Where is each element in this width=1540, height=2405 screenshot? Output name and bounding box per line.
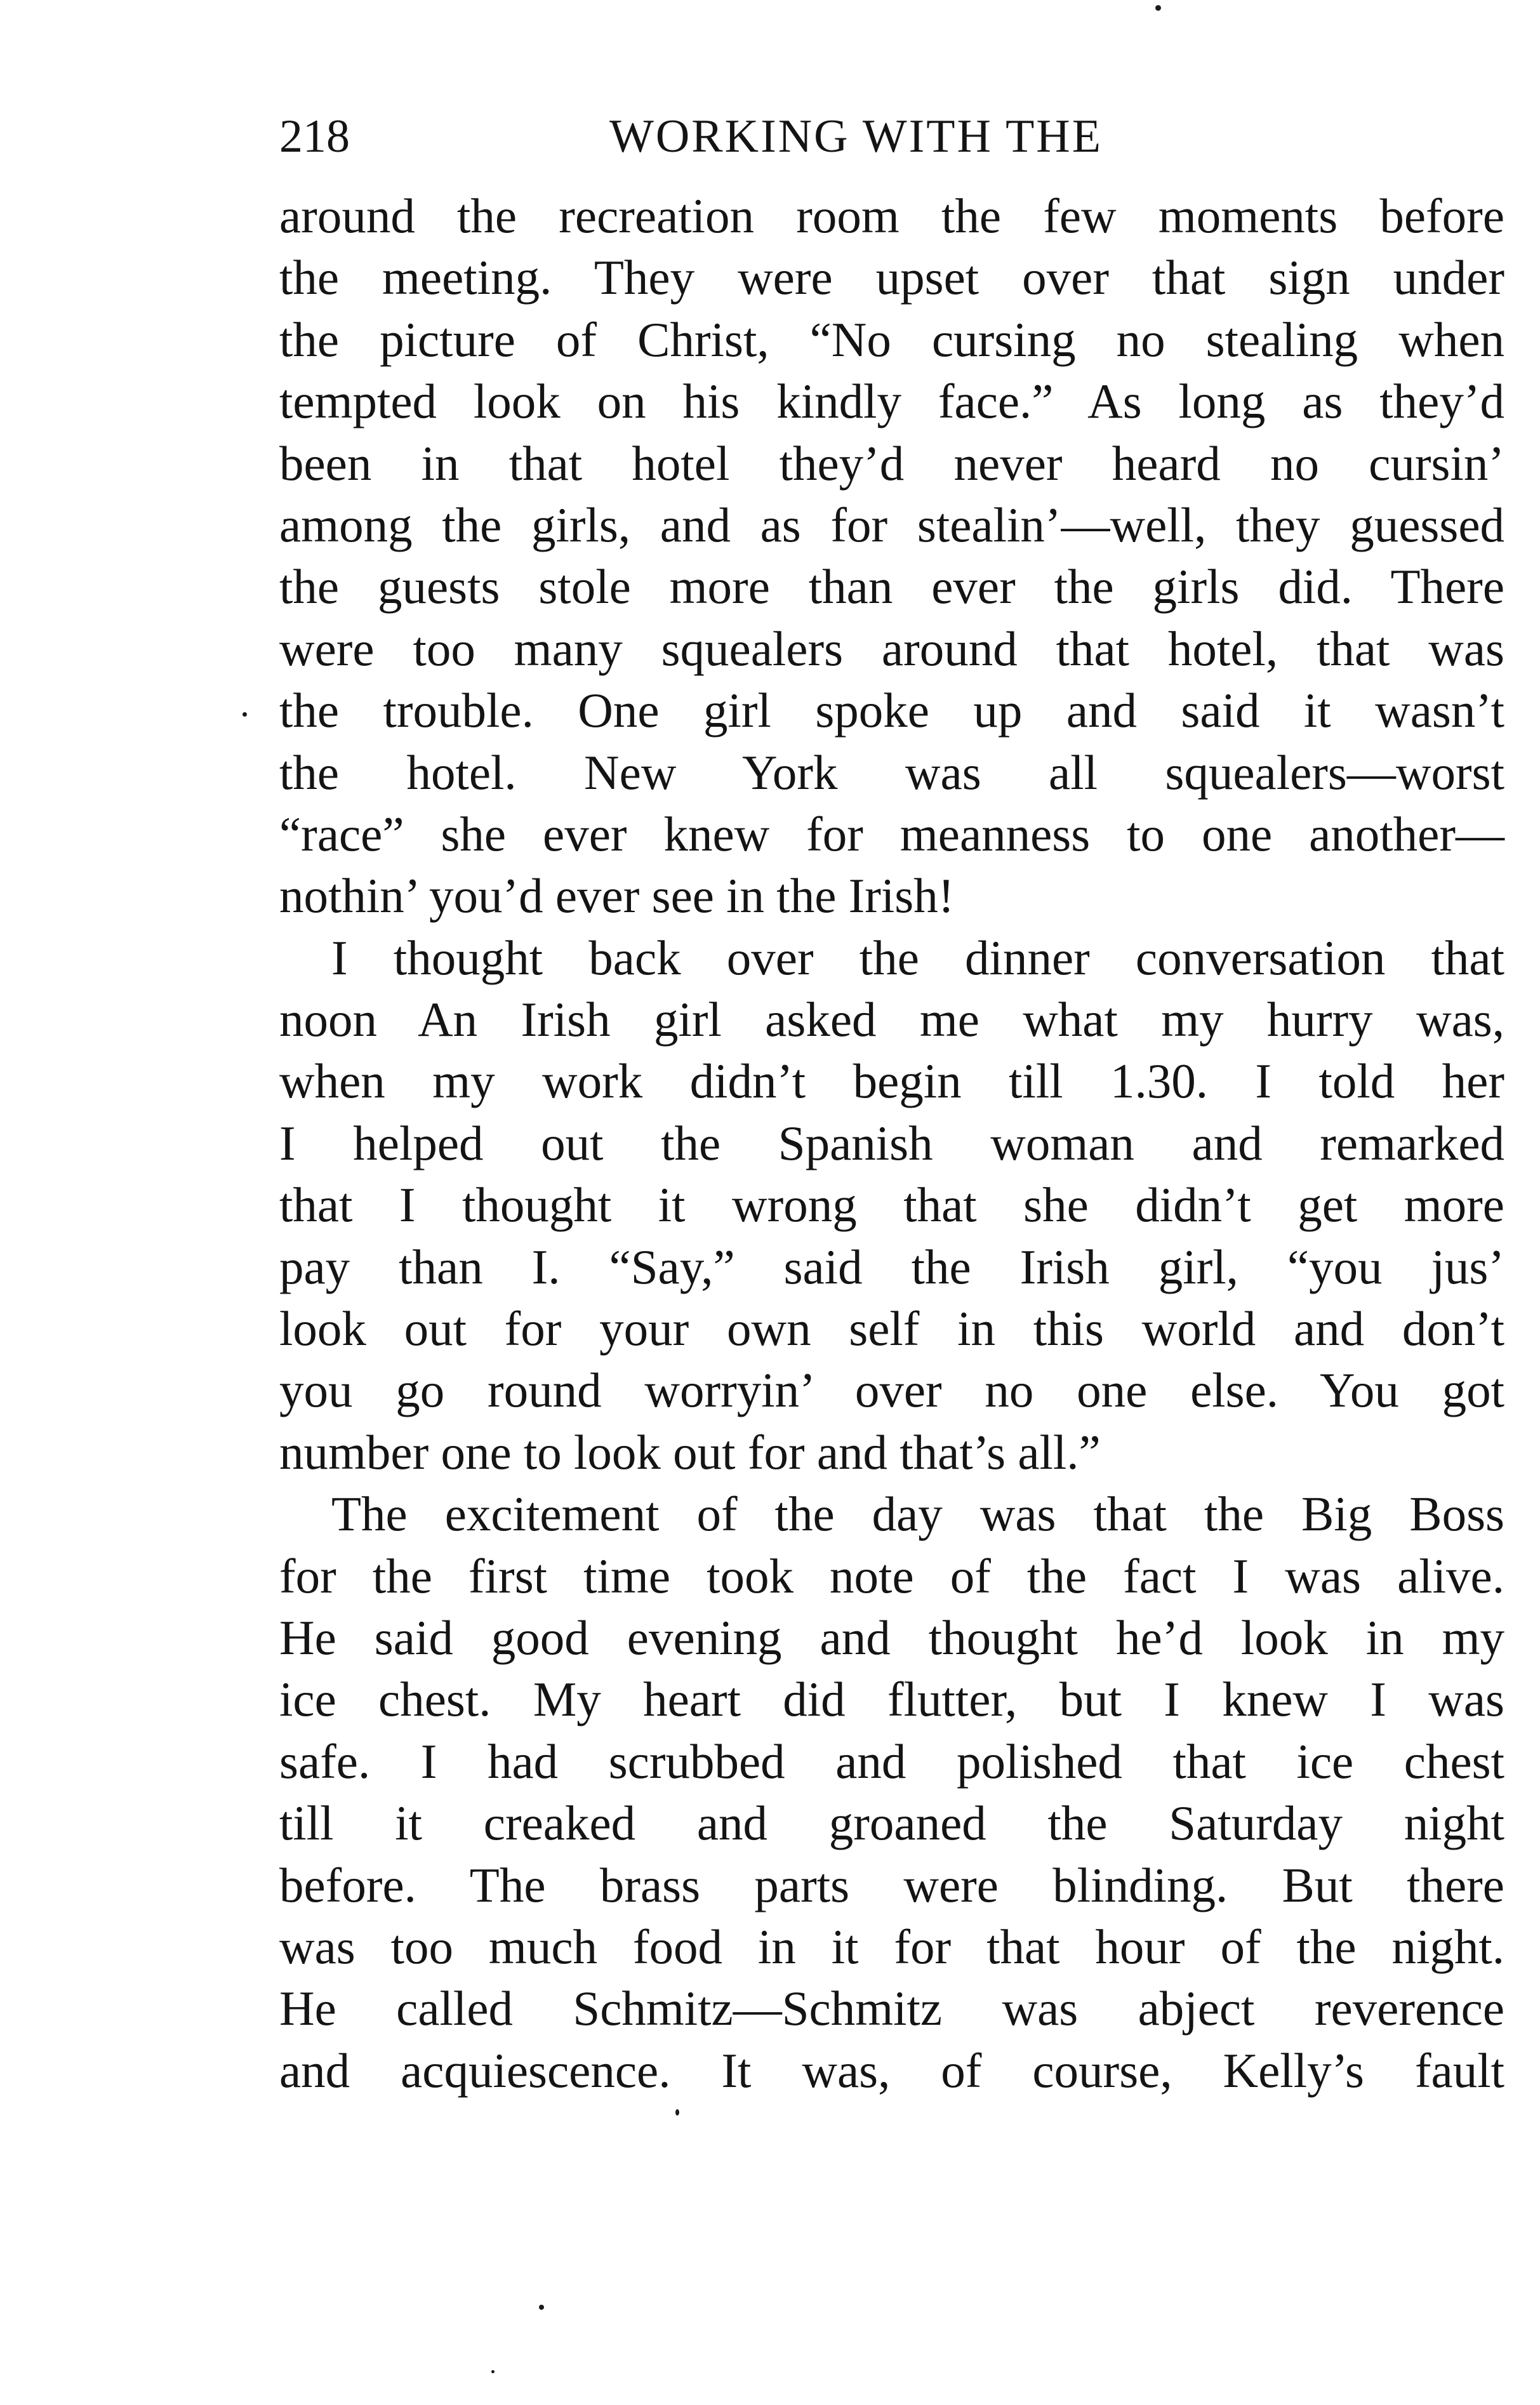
text-line: before. The brass parts were blinding. But there	[279, 1857, 1504, 1912]
text-line: the guests stole more than ever the girls did. There	[279, 559, 1504, 614]
scan-speck	[491, 2370, 495, 2373]
text-line: the trouble. One girl spoke up and said it wasn’t	[279, 683, 1504, 738]
text-line: the hotel. New York was all squealers—worst	[279, 745, 1504, 800]
body-text	[279, 185, 1504, 2102]
text-line: was too much food in it for that hour of the night.	[279, 1919, 1504, 1974]
text-line: when my work didn’t begin till 1.30. I told her	[279, 1054, 1504, 1109]
scan-speck	[675, 2109, 679, 2116]
text-line: look out for your own self in this world and don’t	[279, 1301, 1504, 1356]
text-line: The excitement of the day was that the Big Boss	[331, 1487, 1504, 1542]
text-line: tempted look on his kindly face.” As long as they’d	[279, 374, 1504, 429]
text-line: noon An Irish girl asked me what my hurry was,	[279, 992, 1504, 1047]
text-line: “race” she ever knew for meanness to one another—	[279, 806, 1504, 861]
text-line: that I thought it wrong that she didn’t get more	[279, 1177, 1504, 1233]
text-line: the picture of Christ, “No cursing no stealing when	[279, 312, 1504, 367]
text-line: I thought back over the dinner conversation that	[331, 930, 1504, 985]
scan-speck	[539, 2305, 544, 2310]
text-line: the meeting. They were upset over that sign under	[279, 250, 1504, 305]
text-line: around the recreation room the few moments before	[279, 189, 1504, 243]
text-line: I helped out the Spanish woman and remarked	[279, 1115, 1504, 1170]
text-line: were too many squealers around that hotel, that was	[279, 621, 1504, 676]
text-line: safe. I had scrubbed and polished that ice chest	[279, 1733, 1504, 1789]
scan-speck	[242, 712, 247, 717]
text-line: you go round worryin’ over no one else. You got	[279, 1363, 1504, 1418]
page-number: 218	[279, 110, 350, 162]
text-line: for the first time took note of the fact I was alive.	[279, 1548, 1504, 1603]
text-line: been in that hotel they’d never heard no cursin’	[279, 435, 1504, 491]
text-line: He said good evening and thought he’d look in my	[279, 1610, 1504, 1665]
text-line: among the girls, and as for stealin’—well, they guessed	[279, 497, 1504, 552]
running-head	[279, 105, 1504, 168]
text-line: nothin’ you’d ever see in the Irish!	[279, 868, 955, 924]
text-line: ice chest. My heart did flutter, but I knew I was	[279, 1672, 1504, 1727]
running-title: WORKING WITH THE	[609, 110, 1103, 162]
scan-speck	[1155, 5, 1161, 11]
text-line: pay than I. “Say,” said the Irish girl, “you jus’	[279, 1239, 1504, 1294]
text-line: till it creaked and groaned the Saturday night	[279, 1796, 1504, 1851]
text-line: and acquiescence. It was, of course, Kelly’s fault	[279, 2043, 1504, 2098]
text-line: number one to look out for and that’s all.”	[279, 1424, 1101, 1480]
text-line: He called Schmitz—Schmitz was abject reverence	[279, 1981, 1504, 2036]
